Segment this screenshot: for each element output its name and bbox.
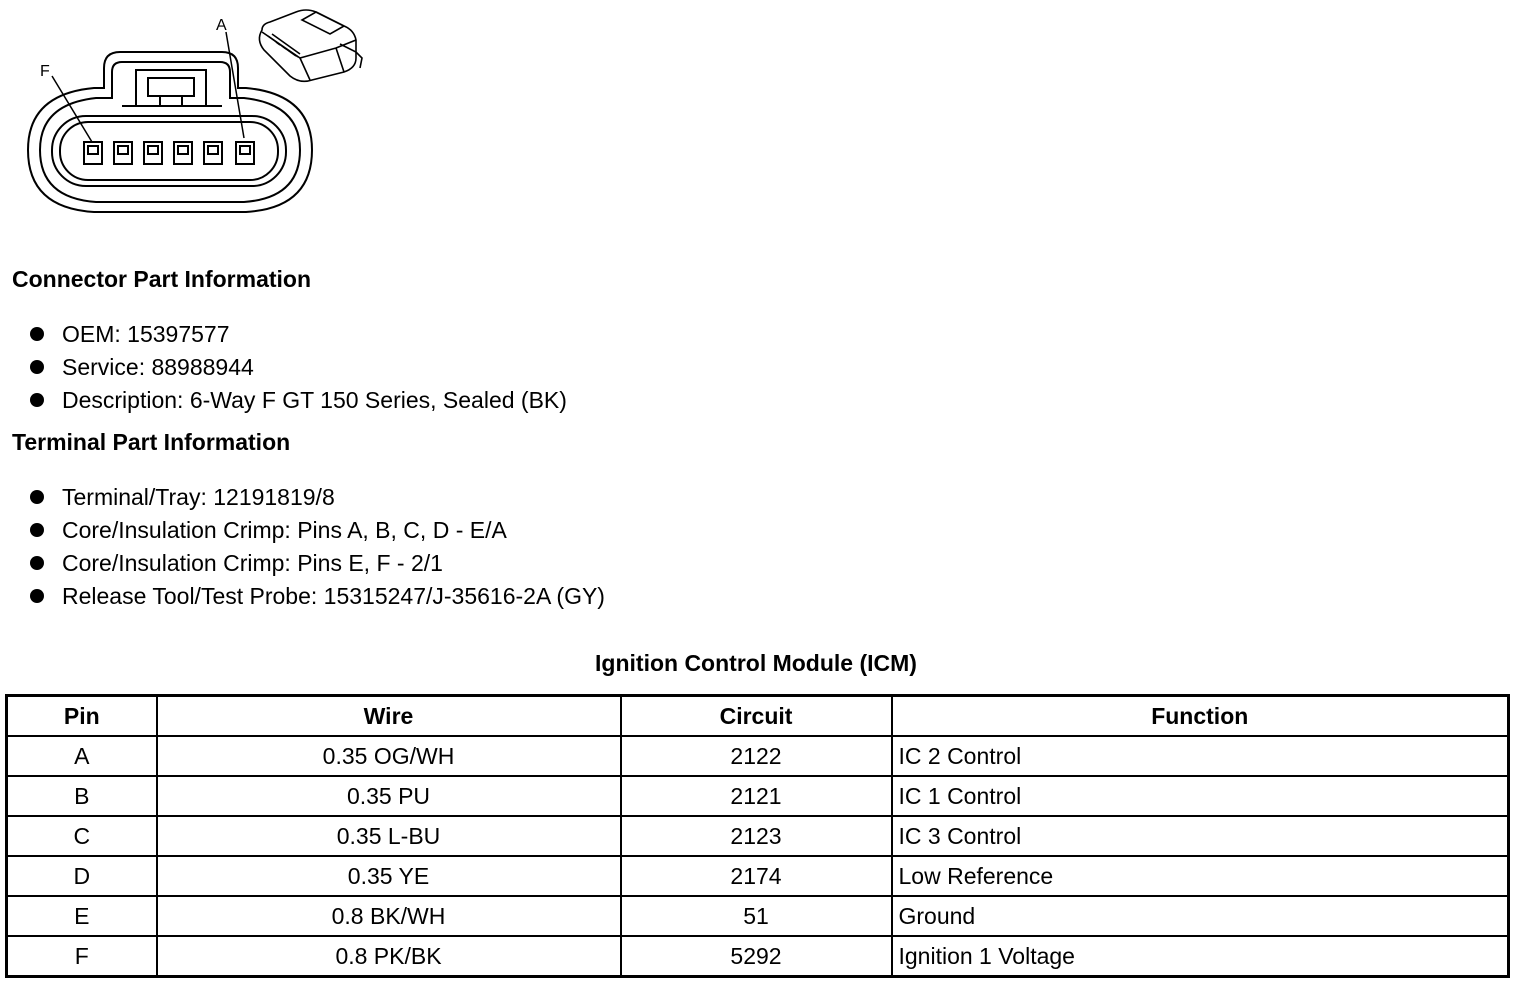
wire-cell: 0.35 PU	[157, 776, 621, 816]
terminal-part-info-list	[30, 481, 605, 613]
pin-terminal-e	[114, 142, 132, 164]
wire-cell: 0.35 OG/WH	[157, 736, 621, 776]
function-cell: IC 1 Control	[892, 776, 1509, 816]
wire-cell: 0.8 BK/WH	[157, 896, 621, 936]
pin-terminal-f	[84, 142, 102, 164]
pin-terminal-a	[236, 142, 254, 164]
list-item: OEM: 15397577	[30, 318, 567, 351]
circuit-cell: 5292	[621, 936, 892, 977]
list-item: Terminal/Tray: 12191819/8	[30, 481, 605, 514]
bullet-icon	[30, 523, 44, 537]
table-row	[7, 736, 1509, 776]
bullet-icon	[30, 327, 44, 341]
bullet-icon	[30, 393, 44, 407]
list-item: Core/Insulation Crimp: Pins E, F - 2/1	[30, 547, 605, 580]
function-cell: Ignition 1 Voltage	[892, 936, 1509, 977]
column-header-pin: Pin	[7, 696, 157, 737]
list-item: Release Tool/Test Probe: 15315247/J-35616-2A (GY)	[30, 580, 605, 613]
function-cell: Low Reference	[892, 856, 1509, 896]
table-title: Ignition Control Module (ICM)	[595, 650, 917, 676]
pin-cell: D	[7, 856, 157, 896]
connector-part-info-heading: Connector Part Information	[12, 266, 312, 292]
list-item: Service: 88988944	[30, 351, 567, 384]
table-row	[7, 936, 1509, 977]
table-row	[7, 776, 1509, 816]
table-row	[7, 816, 1509, 856]
pin-cell: C	[7, 816, 157, 856]
pin-terminal-c	[174, 142, 192, 164]
pin-terminal-d	[144, 142, 162, 164]
column-header-circuit: Circuit	[621, 696, 892, 737]
connector-outer-shell	[28, 52, 312, 212]
pin-label-a: A	[216, 17, 227, 34]
pin-cell: B	[7, 776, 157, 816]
table-row	[7, 856, 1509, 896]
bullet-icon	[30, 360, 44, 374]
connector-part-info-list	[30, 318, 567, 417]
column-header-wire: Wire	[157, 696, 621, 737]
table-header-row	[7, 696, 1509, 737]
table-row	[7, 896, 1509, 936]
connector-latch	[136, 70, 206, 106]
pin-label-f: F	[40, 63, 50, 80]
circuit-cell: 51	[621, 896, 892, 936]
connector-isometric-view	[259, 10, 362, 81]
wire-cell: 0.8 PK/BK	[157, 936, 621, 977]
wire-cell: 0.35 L-BU	[157, 816, 621, 856]
pin-cell: E	[7, 896, 157, 936]
connector-diagram	[0, 0, 420, 230]
pin-cell: A	[7, 736, 157, 776]
pin-terminal-b	[204, 142, 222, 164]
pin-terminals	[84, 142, 254, 164]
wire-cell: 0.35 YE	[157, 856, 621, 896]
circuit-cell: 2174	[621, 856, 892, 896]
circuit-cell: 2123	[621, 816, 892, 856]
pinout-table	[5, 694, 1510, 978]
bullet-icon	[30, 490, 44, 504]
list-item: Description: 6-Way F GT 150 Series, Sealed (BK)	[30, 384, 567, 417]
circuit-cell: 2121	[621, 776, 892, 816]
function-cell: Ground	[892, 896, 1509, 936]
pin-cell: F	[7, 936, 157, 977]
column-header-function: Function	[892, 696, 1509, 737]
circuit-cell: 2122	[621, 736, 892, 776]
function-cell: IC 2 Control	[892, 736, 1509, 776]
bullet-icon	[30, 589, 44, 603]
bullet-icon	[30, 556, 44, 570]
list-item: Core/Insulation Crimp: Pins A, B, C, D - E/A	[30, 514, 605, 547]
terminal-part-info-heading: Terminal Part Information	[12, 429, 291, 455]
function-cell: IC 3 Control	[892, 816, 1509, 856]
